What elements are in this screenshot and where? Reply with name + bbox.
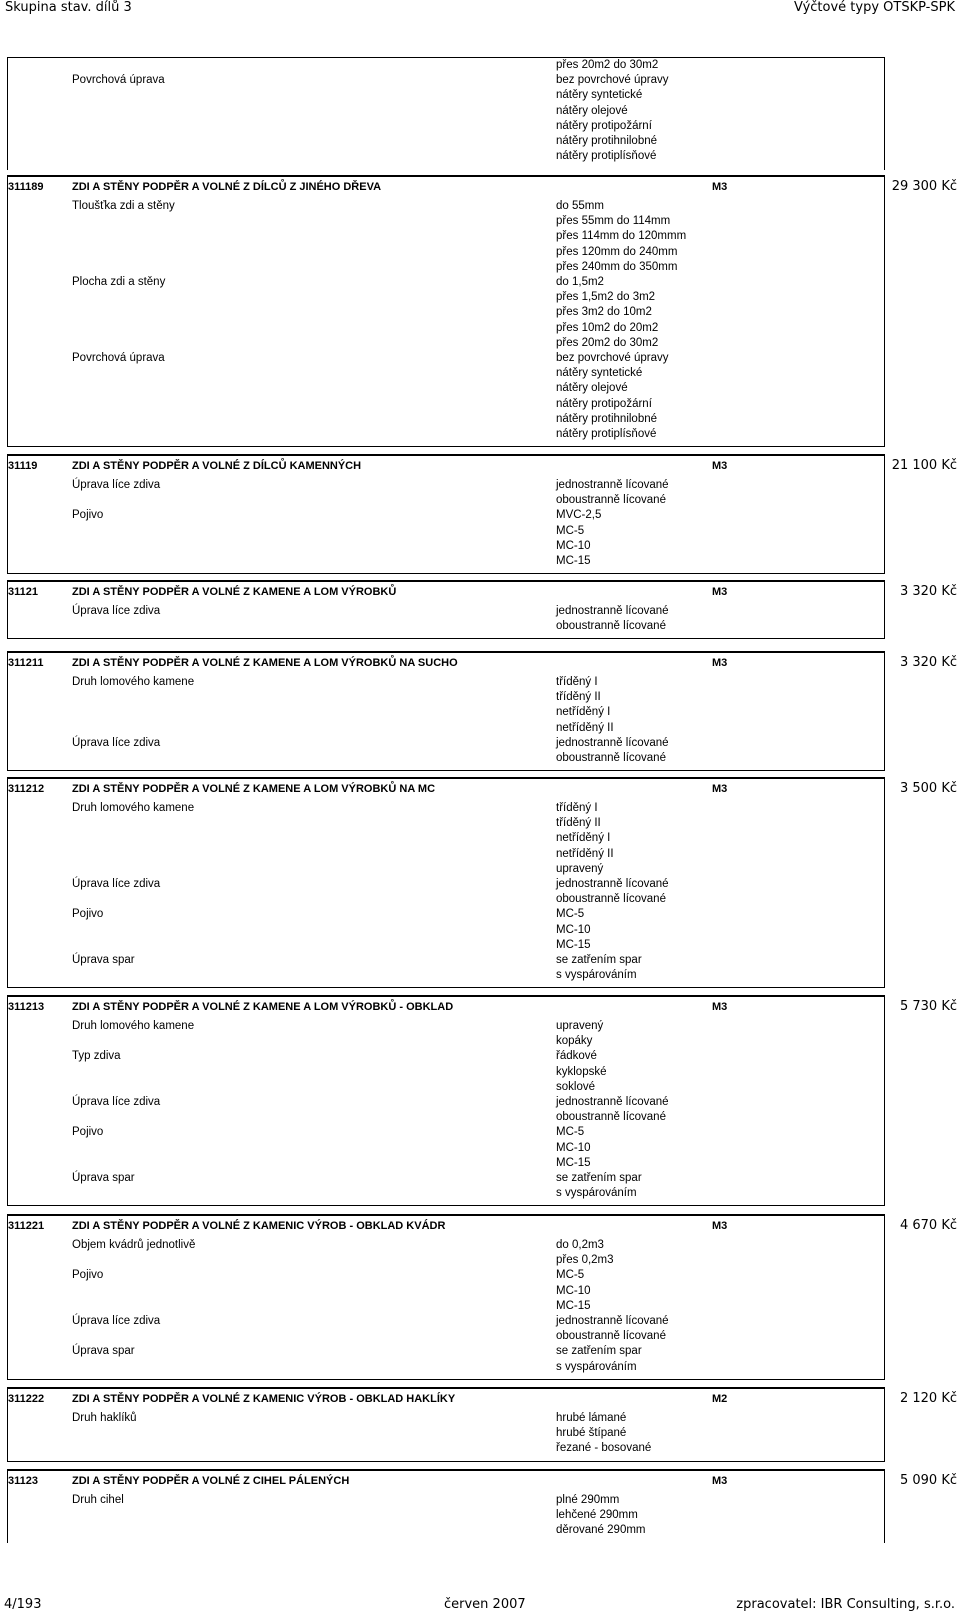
param-value: MC-10: [556, 1141, 591, 1154]
param-value: nátěry protiplísňové: [556, 428, 657, 440]
param-name: Úprava spar: [72, 1172, 135, 1184]
item-code: 311189: [8, 181, 44, 193]
param-name: Druh lomového kamene: [72, 676, 195, 688]
param-value: jednostranně lícované: [556, 1096, 669, 1108]
param-value: MC-15: [556, 938, 591, 951]
param-value: oboustranně lícované: [556, 1111, 666, 1124]
param-value: nátěry syntetické: [556, 89, 643, 102]
param-value: tříděný I: [556, 802, 598, 814]
param-value: plné 290mm: [556, 1494, 620, 1506]
param-value: se zatřením spar: [556, 954, 642, 966]
item-frame: [7, 454, 885, 574]
item-unit: M3: [712, 181, 728, 193]
item-price: 5 730 Kč: [899, 999, 957, 1014]
item-title: ZDI A STĚNY PODPĚR A VOLNÉ Z KAMENE A LOM VÝROBKŮ - OBKLAD: [72, 1001, 454, 1013]
param-name: Úprava líce zdiva: [72, 878, 161, 890]
param-value: MVC-2,5: [556, 509, 602, 522]
item-title: ZDI A STĚNY PODPĚR A VOLNÉ Z CIHEL PÁLENÝCH: [72, 1475, 350, 1487]
param-name: Druh haklíků: [72, 1412, 137, 1424]
item-unit: M3: [712, 1220, 728, 1232]
param-value: tříděný I: [556, 676, 598, 688]
param-value: tříděný II: [556, 817, 601, 830]
param-name: Povrchová úprava: [72, 74, 165, 87]
param-value: oboustranně lícované: [556, 620, 666, 633]
item-title: ZDI A STĚNY PODPĚR A VOLNÉ Z KAMENE A LOM VÝROBKŮ NA MC: [72, 783, 436, 795]
param-value: přes 114mm do 120mmm: [556, 230, 687, 243]
param-value: hrubé lámané: [556, 1412, 627, 1424]
footer-date: červen 2007: [444, 1597, 526, 1612]
item-price: 3 500 Kč: [899, 781, 957, 796]
item-unit: M3: [712, 783, 728, 795]
param-value: netříděný II: [556, 721, 614, 734]
param-value: oboustranně lícované: [556, 494, 666, 507]
param-value: MC-15: [556, 555, 591, 567]
param-value: MC-5: [556, 1126, 585, 1139]
param-value: netříděný I: [556, 832, 611, 845]
param-value: MC-15: [556, 1156, 591, 1169]
item-frame: [7, 651, 885, 771]
param-value: lehčené 290mm: [556, 1509, 638, 1522]
param-value: přes 0,2m3: [556, 1254, 614, 1267]
item-price: 2 120 Kč: [899, 1391, 957, 1406]
item-title: ZDI A STĚNY PODPĚR A VOLNÉ Z KAMENE A LOM VÝROBKŮ: [72, 586, 397, 598]
param-value: přes 20m2 do 30m2: [556, 59, 659, 71]
param-name: Úprava líce zdiva: [72, 736, 161, 749]
param-name: Druh cihel: [72, 1494, 124, 1506]
param-name: Úprava spar: [72, 1345, 135, 1358]
param-value: nátěry protipožární: [556, 397, 652, 410]
param-name: Úprava líce zdiva: [72, 1315, 161, 1327]
item-price: 4 670 Kč: [899, 1218, 957, 1233]
param-value: MC-5: [556, 1269, 585, 1282]
param-name: Pojivo: [72, 509, 104, 522]
param-value: přes 1,5m2 do 3m2: [556, 291, 656, 304]
param-value: s vyspárováním: [556, 1360, 637, 1373]
param-name: Objem kvádrů jednotlivě: [72, 1239, 196, 1251]
item-unit: M3: [712, 1001, 728, 1013]
param-value: řádkové: [556, 1050, 597, 1063]
param-value: nátěry protiplísňové: [556, 150, 657, 163]
item-unit: M3: [712, 586, 728, 598]
param-value: jednostranně lícované: [556, 1315, 669, 1327]
param-value: MC-5: [556, 524, 585, 537]
param-value: oboustranně lícované: [556, 1330, 666, 1343]
param-name: Pojivo: [72, 1269, 104, 1282]
footer-page: 4/193: [4, 1597, 42, 1612]
param-value: přes 55mm do 114mm: [556, 215, 671, 228]
param-name: Plocha zdi a stěny: [72, 276, 166, 288]
param-value: jednostranně lícované: [556, 605, 669, 617]
param-value: netříděný I: [556, 706, 611, 719]
item-code: 31119: [8, 460, 38, 472]
param-value: oboustranně lícované: [556, 893, 666, 906]
param-value: se zatřením spar: [556, 1172, 642, 1184]
item-price: 3 320 Kč: [899, 655, 957, 670]
param-value: do 55mm: [556, 200, 604, 212]
param-value: MC-5: [556, 908, 585, 921]
item-title: ZDI A STĚNY PODPĚR A VOLNÉ Z DÍLCŮ Z JINÉHO DŘEVA: [72, 181, 382, 193]
param-value: děrované 290mm: [556, 1524, 646, 1537]
item-title: ZDI A STĚNY PODPĚR A VOLNÉ Z DÍLCŮ KAMENNÝCH: [72, 460, 362, 472]
param-value: MC-10: [556, 539, 591, 552]
item-title: ZDI A STĚNY PODPĚR A VOLNÉ Z KAMENE A LOM VÝROBKŮ NA SUCHO: [72, 657, 458, 669]
param-value: tříděný II: [556, 691, 601, 704]
item-price: 3 320 Kč: [899, 584, 957, 599]
param-name: Úprava líce zdiva: [72, 1096, 161, 1108]
param-value: upravený: [556, 1020, 604, 1032]
param-value: MC-15: [556, 1299, 591, 1312]
param-value: přes 10m2 do 20m2: [556, 321, 659, 334]
item-code: 311211: [8, 657, 44, 669]
param-value: přes 120mm do 240mm: [556, 245, 678, 258]
param-value: bez povrchové úpravy: [556, 352, 669, 364]
param-value: netříděný II: [556, 847, 614, 860]
param-value: nátěry protihnilobné: [556, 135, 658, 147]
param-value: do 1,5m2: [556, 276, 604, 288]
item-title: ZDI A STĚNY PODPĚR A VOLNÉ Z KAMENIC VÝROB - OBKLAD KVÁDR: [72, 1220, 446, 1232]
param-value: hrubé štípané: [556, 1427, 627, 1440]
param-value: jednostranně lícované: [556, 479, 669, 491]
item-code: 311213: [8, 1001, 45, 1013]
param-value: MC-10: [556, 1284, 591, 1297]
param-value: přes 3m2 do 10m2: [556, 306, 652, 319]
param-value: soklové: [556, 1080, 595, 1093]
item-price: 21 100 Kč: [891, 458, 957, 473]
item-code: 311212: [8, 783, 45, 795]
item-code: 311222: [8, 1393, 45, 1405]
item-price: 29 300 Kč: [891, 179, 957, 194]
param-value: do 0,2m3: [556, 1239, 604, 1251]
param-name: Pojivo: [72, 908, 104, 921]
item-code: 31121: [8, 586, 38, 598]
param-value: nátěry olejové: [556, 382, 628, 395]
param-value: řezané - bosované: [556, 1442, 652, 1455]
param-value: nátěry syntetické: [556, 367, 643, 380]
param-name: Druh lomového kamene: [72, 802, 195, 814]
item-code: 311221: [8, 1220, 45, 1232]
param-name: Úprava spar: [72, 954, 135, 966]
param-name: Úprava líce zdiva: [72, 479, 161, 491]
header-left: Skupina stav. dílů 3: [5, 0, 132, 15]
param-value: bez povrchové úpravy: [556, 74, 669, 87]
param-name: Tloušťka zdi a stěny: [72, 200, 175, 212]
param-value: kyklopské: [556, 1065, 607, 1078]
item-unit: M3: [712, 657, 728, 669]
header-right: Výčtové typy OTSKP-SPK: [794, 0, 955, 15]
item-price: 5 090 Kč: [899, 1473, 957, 1488]
param-value: MC-10: [556, 923, 591, 936]
footer-author: zpracovatel: IBR Consulting, s.r.o.: [736, 1597, 955, 1612]
item-frame: [7, 175, 885, 447]
param-name: Povrchová úprava: [72, 352, 165, 364]
param-name: Úprava líce zdiva: [72, 605, 161, 617]
param-value: jednostranně lícované: [556, 878, 669, 890]
param-value: nátěry protipožární: [556, 119, 652, 132]
param-value: nátěry olejové: [556, 104, 628, 117]
param-value: oboustranně lícované: [556, 752, 666, 764]
param-value: kopáky: [556, 1035, 593, 1048]
item-unit: M3: [712, 1475, 728, 1487]
param-name: Pojivo: [72, 1126, 104, 1139]
param-name: Typ zdiva: [72, 1050, 121, 1063]
item-unit: M2: [712, 1393, 728, 1405]
param-value: s vyspárováním: [556, 1187, 637, 1200]
item-code: 31123: [8, 1475, 38, 1487]
param-value: nátěry protihnilobné: [556, 412, 658, 425]
item-title: ZDI A STĚNY PODPĚR A VOLNÉ Z KAMENIC VÝROB - OBKLAD HAKLÍKY: [72, 1393, 456, 1405]
item-unit: M3: [712, 460, 728, 472]
param-value: jednostranně lícované: [556, 736, 669, 749]
param-value: s vyspárováním: [556, 969, 637, 982]
param-name: Druh lomového kamene: [72, 1020, 195, 1032]
param-value: přes 20m2 do 30m2: [556, 336, 659, 349]
param-value: se zatřením spar: [556, 1345, 642, 1358]
param-value: upravený: [556, 862, 604, 875]
param-value: přes 240mm do 350mm: [556, 260, 678, 273]
